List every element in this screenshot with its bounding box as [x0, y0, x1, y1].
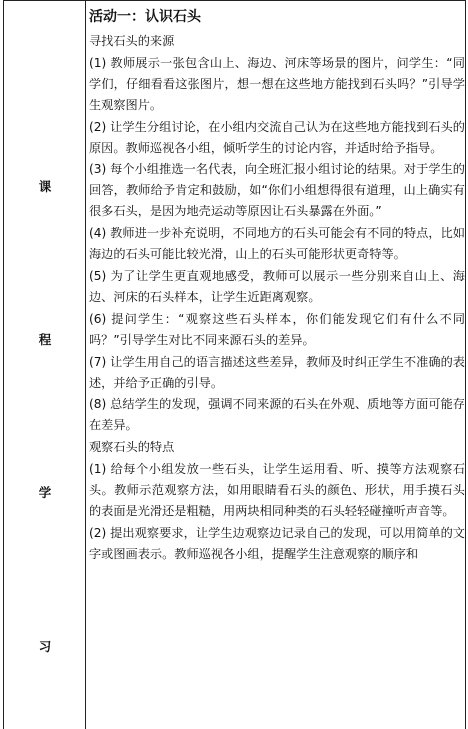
- side-label-char: 习: [38, 639, 52, 654]
- paragraph: (4) 教师进一步补充说明，不同地方的石头可能会有不同的特点，比如海边的石头可能比较光滑，山上的石头可能形状更奇特等。: [89, 226, 465, 262]
- paragraph: (5) 为了让学生更直观地感受，教师可以展示一些分别来自山上、海边、河床的石头样本，让学生近距离观察。: [89, 268, 465, 304]
- section-title: 寻找石头的来源: [89, 34, 175, 48]
- lesson-table: [3, 0, 466, 729]
- paragraph: (2) 让学生分组讨论，在小组内交流自己认为在这些地方能找到石头的原因。教师巡视各小组，倾听学生的讨论内容，并适时给予指导。: [89, 119, 465, 155]
- side-label-char: 课: [38, 179, 52, 194]
- paragraph: (3) 每个小组推选一名代表，向全班汇报小组讨论的结果。对于学生的回答，教师给予肯定和鼓励，如“你们小组想得很有道理，山上确实有很多石头，是因为地壳运动等原因让石头暴露在外面。”: [89, 162, 465, 219]
- paragraph: (1) 给每个小组发放一些石头，让学生运用看、听、摸等方法观察石头。教师示范观察方法，如用眼睛看石头的颜色、形状，用手摸石头的表面是光滑还是粗糙，用两块相同种类的石头轻轻碰撞听声音等。: [89, 462, 465, 518]
- lesson-content: [89, 1, 465, 566]
- section-label-column: [4, 1, 86, 729]
- side-label-char: 学: [38, 485, 52, 500]
- section-title: 观察石头的特点: [89, 440, 175, 455]
- activity-title: 活动一：认识石头: [89, 9, 201, 25]
- side-label-char: 程: [38, 332, 52, 347]
- paragraph: (6) 提问学生：“观察这些石头样本，你们能发现它们有什么不同吗？”引导学生对比不同来源石头的差异。: [89, 311, 465, 347]
- paragraph: (1) 教师展示一张包含山上、海边、河床等场景的图片，问学生：“同学们，仔细看看这张图片，想一想在这些地方能找到石头吗？”引导学生观察图片。: [89, 55, 465, 112]
- paragraph: (8) 总结学生的发现，强调不同来源的石头在外观、质地等方面可能存在差异。: [89, 397, 465, 433]
- paragraph: (2) 提出观察要求，让学生边观察边记录自己的发现，可以用简单的文字或图画表示。教师巡视各小组，提醒学生注意观察的顺序和: [89, 525, 465, 561]
- paragraph: (7) 让学生用自己的语言描述这些差异，教师及时纠正学生不准确的表述，并给予正确的引导。: [89, 354, 465, 390]
